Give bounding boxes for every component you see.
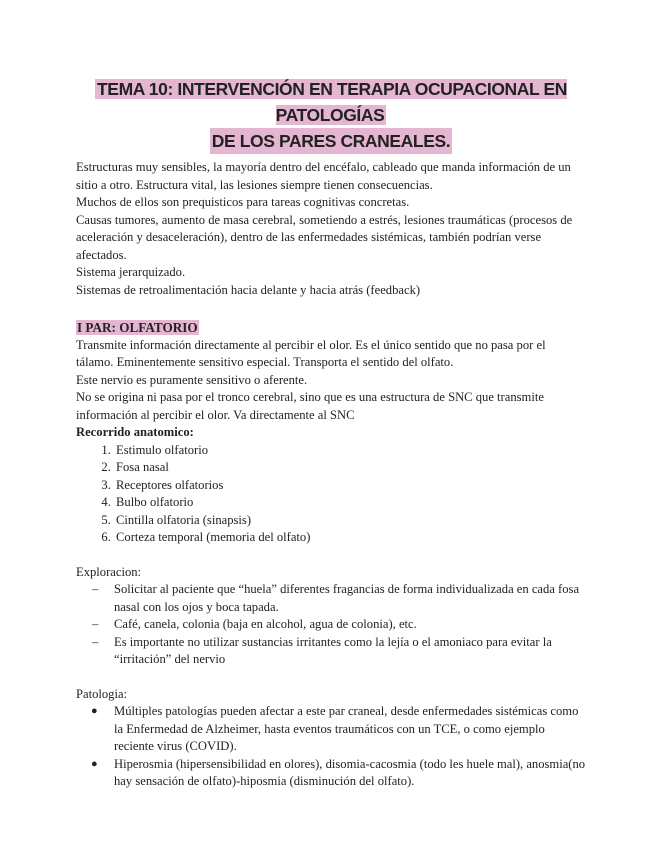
exploracion-label: Exploracion:: [76, 564, 142, 579]
document-page: [76, 76, 586, 791]
title-line-1: TEMA 10: INTERVENCIÓN EN TERAPIA OCUPACIONAL EN PATOLOGÍAS: [97, 79, 567, 125]
section-heading-olfatorio: I PAR: OLFATORIO: [77, 320, 198, 335]
document-title: [76, 76, 586, 154]
intro-paragraph: Muchos de ellos son prequisticos para tareas cognitivas concretas.: [76, 195, 410, 209]
intro-paragraph: Sistema jerarquizado.: [76, 265, 186, 279]
list-item: 5. Cintilla olfatoria (sinapsis): [114, 512, 586, 530]
dash-marker: –: [92, 582, 99, 596]
list-item: – Café, canela, colonia (baja en alcohol, agua de colonia), etc.: [76, 616, 586, 634]
list-item: 2. Fosa nasal: [114, 459, 586, 477]
intro-text: [76, 159, 586, 299]
list-item: ● Múltiples patologías pueden afectar a este par craneal, desde enfermedades sistémicas como la Enfermedad de Alzheimer, hasta eventos traumáticos con un TCE, o como ejemplo reciente virus (COVID).: [91, 704, 579, 753]
body-paragraph: No se origina ni pasa por el tronco cerebral, sino que es una estructura de SNC que transmite información al percibir el olor. Va directamente al SNC: [76, 390, 544, 422]
dash-marker: –: [92, 617, 99, 631]
bullet-marker: ●: [91, 705, 98, 717]
recorrido-label: Recorrido anatomico:: [76, 425, 194, 439]
olfatorio-description: [76, 337, 586, 425]
list-item: 4. Bulbo olfatorio: [114, 494, 586, 512]
patologia-label: Patologia:: [76, 686, 128, 701]
title-line-2: DE LOS PARES CRANEALES.: [210, 128, 452, 154]
dash-marker: –: [92, 634, 99, 649]
recorrido-list: [76, 442, 586, 547]
body-paragraph: Transmite información directamente al percibir el olor. Es el único sentido que no pasa por el tálamo. Eminentemente sensitivo especial. Transporta el sentido del olfato.: [76, 337, 546, 369]
exploracion-list: [76, 581, 586, 669]
patologia-list: [76, 703, 586, 791]
body-paragraph: Este nervio es puramente sensitivo o aferente.: [76, 372, 308, 387]
list-item: ● Hiperosmia (hipersensibilidad en olores), disomia-cacosmia (todo les huele mal), anosmia(no hay sensación de olfato)-hiposmia (disminución del olfato).: [91, 756, 586, 788]
intro-paragraph: Sistemas de retroalimentación hacia delante y hacia atrás (feedback): [76, 282, 421, 297]
list-item: 3. Receptores olfatorios: [114, 477, 586, 495]
bullet-marker: ●: [91, 757, 98, 770]
list-item: – Solicitar al paciente que “huela” diferentes fragancias de forma individualizada en cada fosa nasal con los ojos y boca tapada.: [92, 582, 580, 614]
intro-paragraph: Causas tumores, aumento de masa cerebral, sometiendo a estrés, lesiones traumáticas (procesos de aceleración y desaceleración), dentro de las enfermedades sistémicas, también podrían verse afectados.: [76, 212, 573, 262]
list-item: 1. Estimulo olfatorio: [114, 442, 586, 460]
intro-paragraph: Estructuras muy sensibles, la mayoría dentro del encéfalo, cableado que manda información de un sitio a otro. Estructura vital, las lesiones siempre tienen consecuencias.: [76, 160, 571, 192]
list-item: – Es importante no utilizar sustancias irritantes como la lejía o el amoniaco para evitar la “irritación” del nervio: [92, 634, 552, 666]
list-item: 6. Corteza temporal (memoria del olfato): [114, 529, 586, 547]
